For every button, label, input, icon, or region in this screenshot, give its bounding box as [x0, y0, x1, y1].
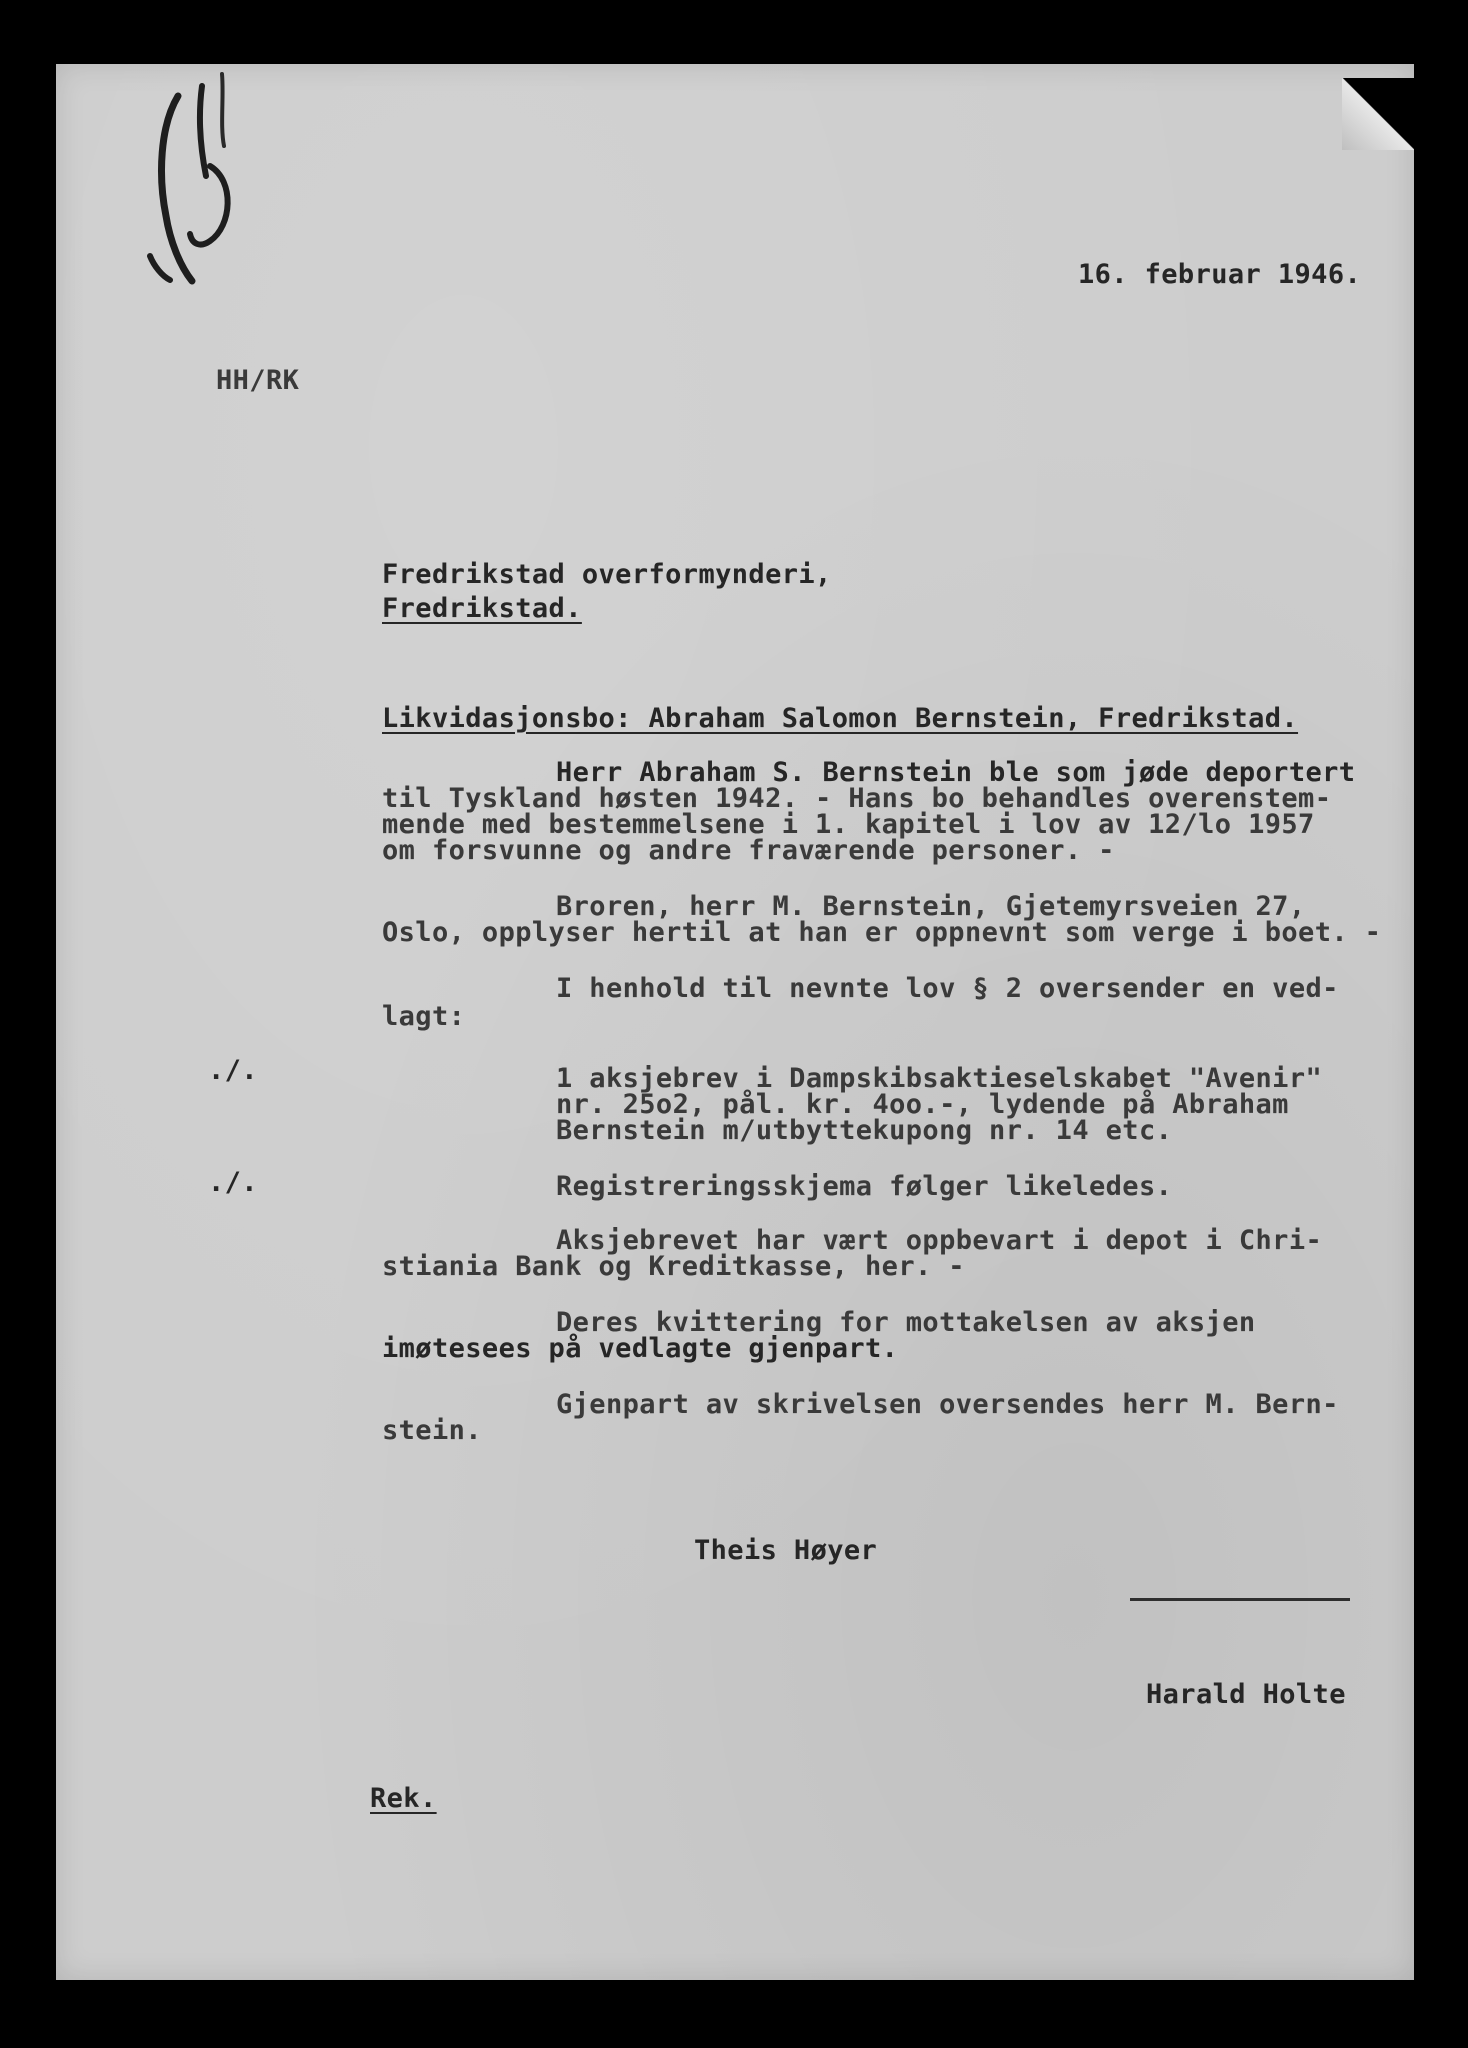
paragraph-1-line-2: til Tyskland høsten 1942. - Hans bo behandles overenstem- [382, 783, 1332, 814]
subject-line: Likvidasjonsbo: Abraham Salomon Bernstein, Fredrikstad. [382, 703, 1299, 734]
letter-date: 16. februar 1946. [1078, 259, 1362, 290]
closing-2-line-2: imøtesees på vedlagte gjenpart. [382, 1333, 899, 1364]
recipient-line-1: Fredrikstad overformynderi, [382, 559, 832, 590]
signature-harald-holte: Harald Holte [1146, 1679, 1346, 1710]
signature-theis-hoyer: Theis Høyer [694, 1535, 878, 1566]
enclosure-1-line-3: Bernstein m/utbyttekupong nr. 14 etc. [556, 1115, 1173, 1146]
reference-code: HH/RK [216, 365, 300, 396]
closing-1-line-1: Aksjebrevet har vært oppbevart i depot i Chri- [556, 1225, 1323, 1256]
paragraph-3-line-2: lagt: [382, 1001, 466, 1032]
closing-3-line-2: stein. [382, 1415, 482, 1446]
registered-mail-note: Rek. [370, 1783, 437, 1814]
enclosure-mark-1: ./. [208, 1055, 258, 1086]
signature-line [1130, 1598, 1350, 1601]
paragraph-1-line-3: mende med bestemmelsene i 1. kapitel i lov av 12/lo 1957 [382, 809, 1315, 840]
recipient-line-2: Fredrikstad. [382, 593, 582, 624]
closing-2-line-1: Deres kvittering for mottakelsen av aksjen [556, 1307, 1256, 1338]
paragraph-1-line-4: om forsvunne og andre fraværende personer. - [382, 835, 1115, 866]
paragraph-1-line-1: Herr Abraham S. Bernstein ble som jøde deportert [556, 757, 1356, 788]
closing-3-line-1: Gjenpart av skrivelsen oversendes herr M. Bern- [556, 1389, 1339, 1420]
enclosure-2-line-1: Registreringsskjema følger likeledes. [556, 1171, 1173, 1202]
paragraph-3-line-1: I henhold til nevnte lov § 2 oversender en ved- [556, 973, 1339, 1004]
enclosure-mark-2: ./. [208, 1167, 258, 1198]
closing-1-line-2: stiania Bank og Kreditkasse, her. - [382, 1251, 965, 1282]
folded-corner [1342, 78, 1414, 150]
paragraph-2-line-2: Oslo, opplyser hertil at han er oppnevnt som verge i boet. - [382, 917, 1382, 948]
paragraph-2-line-1: Broren, herr M. Bernstein, Gjetemyrsveien 27, [556, 891, 1306, 922]
enclosure-1-line-2: nr. 25o2, pål. kr. 4oo.-, lydende på Abraham [556, 1089, 1289, 1120]
enclosure-1-line-1: 1 aksjebrev i Dampskibsaktieselskabet "Avenir" [556, 1063, 1323, 1094]
handwritten-pen-mark [140, 66, 260, 296]
